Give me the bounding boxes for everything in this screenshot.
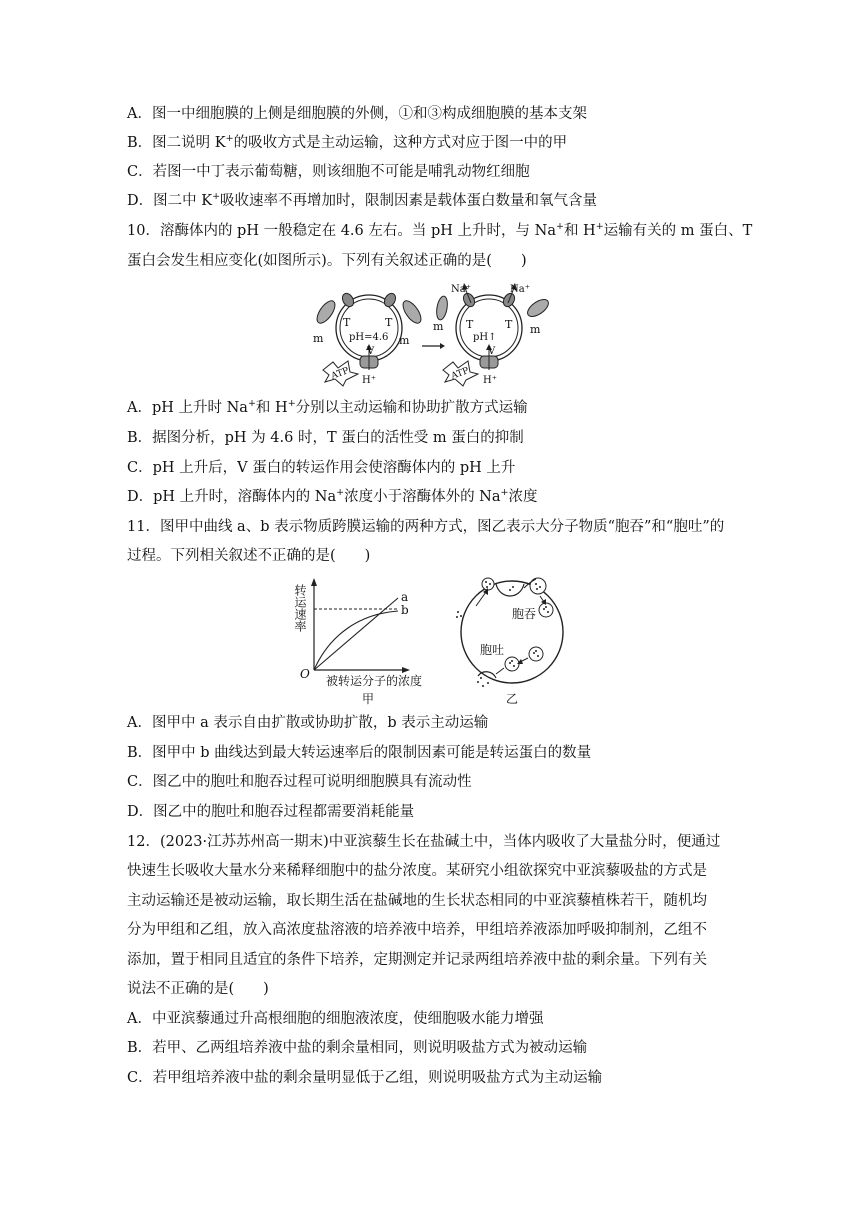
origin-label: O	[300, 667, 310, 681]
exocytosis-label: 胞吐	[480, 643, 505, 657]
q9-option-c: C．若图一中丁表示葡萄糖，则该细胞不可能是哺乳动物红细胞	[127, 164, 530, 180]
m-label: m	[530, 323, 541, 336]
t-label: T	[505, 318, 513, 331]
ph-label-left: pH=4.6	[349, 332, 389, 343]
q11-option-a: A．图甲中 a 表示自由扩散或协助扩散，b 表示主动运输	[127, 715, 489, 731]
q10-stem-line2: 蛋白会发生相应变化(如图所示)。下列有关叙述正确的是( )	[127, 253, 527, 269]
figure-caption-yi: 乙	[506, 692, 519, 706]
q12-option-b: B．若甲、乙两组培养液中盐的剩余量相同，则说明吸盐方式为被动运输	[127, 1040, 588, 1056]
y-axis-label: 转运速率	[293, 584, 307, 632]
ph-label-right: pH↑	[473, 332, 497, 343]
m-label: m	[399, 334, 410, 347]
t-label: T	[466, 318, 474, 331]
t-label: T	[343, 316, 351, 329]
q9-option-d: D．图二中 K+吸收速率不再增加时，限制因素是载体蛋白数量和氧气含量	[127, 191, 598, 209]
h-plus-label: H⁺	[362, 375, 376, 386]
q11-option-d: D．图乙中的胞吐和胞吞过程都需要消耗能量	[127, 804, 415, 820]
m-protein	[400, 298, 425, 326]
q11-option-b: B．图甲中 b 曲线达到最大转运速率后的限制因素可能是转运蛋白的数量	[127, 745, 592, 761]
q11-stem-line2: 过程。下列相关叙述不正确的是( )	[127, 548, 371, 564]
h-plus-label: H⁺	[483, 375, 497, 386]
lysosome-right	[433, 283, 551, 386]
x-axis-label: 被转运分子的浓度	[326, 674, 423, 688]
transport-rate-graph	[290, 574, 450, 709]
q9-option-b: B．图二说明 K+的吸收方式是主动运输，这种方式对应于图一中的甲	[127, 133, 568, 151]
endocytosis-exocytosis-diagram	[448, 574, 578, 709]
na-plus-label: Na⁺	[451, 284, 471, 295]
t-protein	[382, 291, 398, 308]
m-protein	[314, 298, 339, 326]
endocytosis-label: 胞吞	[512, 607, 537, 621]
m-protein	[525, 296, 552, 320]
m-label: m	[433, 320, 444, 333]
q12-stem-line4: 分为甲组和乙组，放入高浓度盐溶液的培养液中培养，甲组培养液添加呼吸抑制剂，乙组不	[127, 922, 707, 938]
q11-option-c: C．图乙中的胞吐和胞吞过程可说明细胞膜具有流动性	[127, 774, 472, 790]
t-label: T	[385, 316, 393, 329]
q12-stem-line3: 主动运输还是被动运输，取长期生活在盐碱地的生长状态相同的中亚滨藜植株若干，随机均	[127, 893, 707, 909]
q12-option-c: C．若甲组培养液中盐的剩余量明显低于乙组，则说明吸盐方式为主动运输	[127, 1070, 603, 1086]
q10-option-c: C．pH 上升后，V 蛋白的转运作用会使溶酶体内的 pH 上升	[127, 460, 516, 476]
q11-stem-line1: 11．图甲中曲线 a、b 表示物质跨膜运输的两种方式，图乙表示大分子物质“胞吞”和“胞吐”的	[127, 519, 725, 535]
q10-option-d: D．pH 上升时，溶酶体内的 Na+浓度小于溶酶体外的 Na+浓度	[127, 487, 538, 505]
t-protein	[340, 291, 356, 308]
q10-option-b: B．据图分析，pH 为 4.6 时，T 蛋白的活性受 m 蛋白的抑制	[127, 430, 524, 446]
figure-caption-jia: 甲	[362, 692, 375, 706]
na-plus-label: Na⁺	[510, 284, 530, 295]
curve-b	[314, 611, 398, 670]
v-label: V	[488, 346, 496, 357]
q10-option-a: A．pH 上升时 Na+和 H+分别以主动运输和协助扩散方式运输	[127, 398, 528, 416]
m-label: m	[313, 332, 324, 345]
q12-stem-line1: 12．(2023·江苏苏州高一期末)中亚滨藜生长在盐碱土中，当体内吸收了大量盐分时，便通过	[127, 834, 721, 850]
q12-option-a: A．中亚滨藜通过升高根细胞的细胞液浓度，使细胞吸水能力增强	[127, 1011, 544, 1027]
lysosome-left	[313, 291, 424, 386]
q10-stem-line1: 10．溶酶体内的 pH 一般稳定在 4.6 左右。当 pH 上升时，与 Na+和 H+运输有关的 m 蛋白、T	[127, 221, 753, 239]
atp-label: ATP	[449, 366, 471, 382]
q12-stem-line5: 添加，置于相同且适宜的条件下培养，定期测定并记录两组培养液中盐的剩余量。下列有关	[127, 952, 707, 968]
v-label: V	[367, 346, 375, 357]
q12-stem-line2: 快速生长吸收大量水分来稀释细胞中的盐分浓度。某研究小组欲探究中亚滨藜吸盐的方式是	[127, 863, 707, 879]
q9-option-a: A．图一中细胞膜的上侧是细胞膜的外侧，①和③构成细胞膜的基本支架	[127, 106, 587, 122]
q12-stem-line6: 说法不正确的是( )	[127, 981, 269, 997]
curve-a-label: a	[401, 590, 409, 604]
lysosome-diagram	[305, 278, 565, 393]
curve-b-label: b	[401, 603, 409, 617]
m-protein	[435, 295, 449, 320]
atp-label: ATP	[329, 366, 351, 382]
